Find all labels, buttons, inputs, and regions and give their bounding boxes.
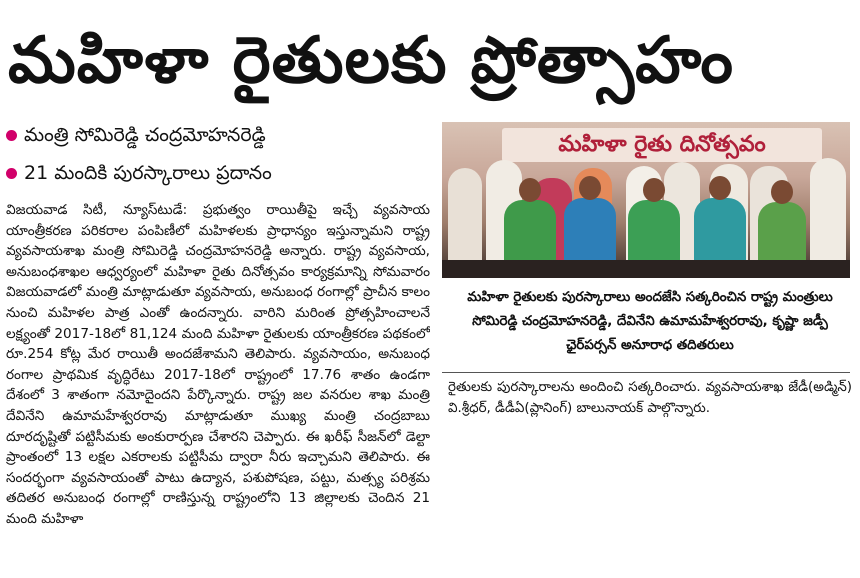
headline: మహిళా రైతులకు ప్రోత్సాహం bbox=[8, 24, 735, 98]
photo-stage bbox=[442, 260, 850, 278]
article-text: ప్రభుత్వం రాయితీపై ఇచ్చే వ్యవసాయ యాంత్రీకరణ పరికరాల పంపిణీలో మహిళలకు ప్రాధాన్యం ఇస్తున్నామని రాష్ట్ర వ్యవసాయశాఖ మంత్రి సోమిరెడ్డి చంద్రమోహనరెడ్డి అన్నారు. రాష్ట్ర వ్యవసాయ, అనుబంధశాఖల ఆధ్వర్యంలో మహిళా రైతు దినోత్సవం కార్యక్రమాన్ని సోమవారం విజయవాడలో మంత్రి మాట్లాడుతూ వ్యవసాయ, అనుబంధ రంగాల్లో ప్రాచీన కాలం నుంచి మహిళల పాత్ర ఎంతో ఉందన్నారు. వారిని మరింత ప్రోత్సహించాలనే లక్ష్యంతో 2017-18లో 81,124 మంది మహిళా రైతులకు యాంత్రీకరణ పథకంలో రూ.254 కోట్ల మేర రాయితీ అందజేశామని తెలిపారు. వ్యవసాయం, అనుబంధ రంగాల ప్రాథమిక వృద్ధిరేటు 2017-18లో రాష్ట్రంలో 17.76 శాతం ఉండగా దేశంలో 3 శాతంగా నమోదైందని పేర్కొన్నారు. రాష్ట్ర జల వనరుల శాఖ మంత్రి దేవినేని ఉమామహేశ్వరరావు మాట్లాడుతూ ముఖ్య మంత్రి చంద్రబాబు దూరదృష్టితో పట్టిసీమకు అంకురార్పణ చేశారని చెప్పారు. ఈ ఖరీఫ్ సీజన్‌లో డెల్టా ప్రాంతంలో 13 లక్షల ఎకరాలకు పట్టిసీమ ద్వారా నీరు ఇచ్చామని తెలిపారు. ఈ సందర్భంగా వ్యవసాయంతో పాటు ఉద్యాన, పశుపోషణ, పట్టు, మత్స్య పరిశ్రమ తదితర అనుబంధ రంగాల్లో రాణిస్తున్న రాష్ట్రంలోని 13 జిల్లాలకు చెందిన 21 మంది మహిళా bbox=[6, 202, 430, 527]
caption-divider bbox=[442, 372, 850, 373]
photo-face bbox=[519, 178, 541, 202]
bullet-dot-icon bbox=[6, 130, 17, 141]
subheading-text: 21 మందికి పురస్కారాలు ప్రదానం bbox=[24, 162, 272, 184]
photo-caption: మహిళా రైతులకు పురస్కారాలు అందజేసి సత్కరించిన రాష్ట్ర మంత్రులు సోమిరెడ్డి చంద్రమోహనరెడ్డి, దేవినేని ఉమామహేశ్వరరావు, కృష్ణా జడ్పీ ఛైర్‌పర్సన్ అనూరాధ తదితరులు bbox=[467, 290, 833, 353]
article-paragraph bbox=[6, 200, 430, 530]
subheading-text: మంత్రి సోమిరెడ్డి చంద్రమోహనరెడ్డి bbox=[24, 124, 266, 146]
photo-banner: మహిళా రైతు దినోత్సవం bbox=[502, 128, 822, 162]
dateline: విజయవాడ సిటీ, న్యూస్‌టుడే: bbox=[6, 202, 188, 218]
subheading-bullet bbox=[6, 121, 266, 149]
photo-face bbox=[643, 178, 665, 202]
news-photo bbox=[442, 122, 850, 278]
photo-face bbox=[579, 176, 601, 200]
article-body bbox=[6, 200, 430, 572]
bullet-dot-icon bbox=[6, 168, 17, 179]
subheading-bullet bbox=[6, 159, 272, 187]
photo-face bbox=[771, 180, 793, 204]
photo-face bbox=[709, 176, 731, 200]
article-continuation: రైతులకు పురస్కారాలను అందించి సత్కరించారు. వ్యవసాయశాఖ జేడీ(అడ్మిన్) వి.శ్రీధర్, డీడీఏ(ప్లానింగ్) బాలునాయక్ పాల్గొన్నారు. bbox=[448, 380, 852, 416]
